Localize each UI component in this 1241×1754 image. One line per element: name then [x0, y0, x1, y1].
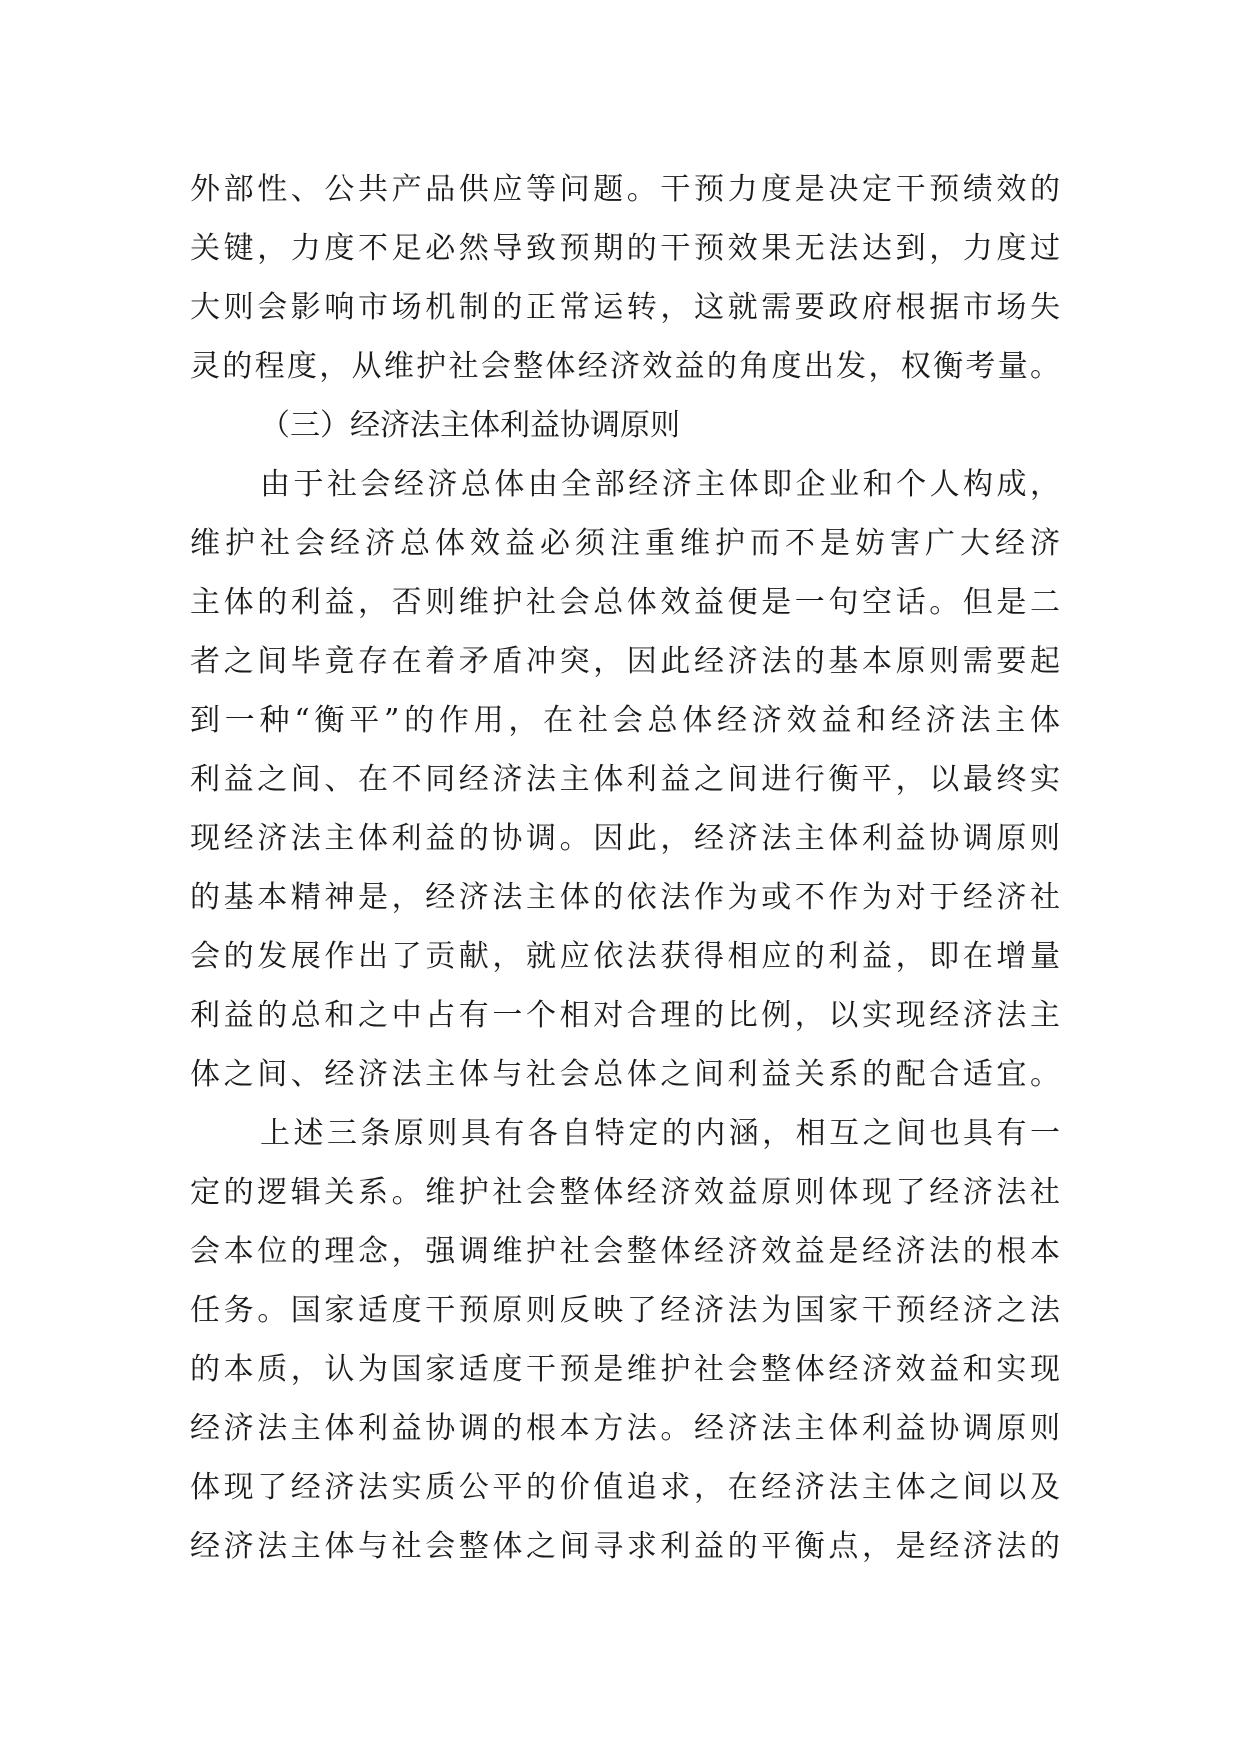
paragraph-first-line: 上述三条原则具有各自特定的内涵，相互之间也具有一 — [260, 1116, 1060, 1151]
text-line: 体现了经济法实质公平的价值追求，在经济法主体之间以及 — [190, 1470, 1060, 1505]
body-text — [190, 160, 1060, 1576]
text-line: 者之间毕竟存在着矛盾冲突，因此经济法的基本原则需要起 — [190, 644, 1060, 679]
text-line: 外部性、公共产品供应等问题。干预力度是决定干预绩效的 — [190, 172, 1060, 207]
text-line: 经济法主体与社会整体之间寻求利益的平衡点，是经济法的 — [190, 1529, 1060, 1564]
text-line: 维护社会经济总体效益必须注重维护而不是妨害广大经济 — [190, 526, 1060, 561]
text-line: 会的发展作出了贡献，就应依法获得相应的利益，即在增量 — [190, 939, 1060, 974]
text-line: 利益的总和之中占有一个相对合理的比例，以实现经济法主 — [190, 998, 1060, 1033]
text-line: 主体的利益，否则维护社会总体效益便是一句空话。但是二 — [190, 585, 1060, 620]
text-line: 现经济法主体利益的协调。因此，经济法主体利益协调原则 — [190, 821, 1060, 856]
text-line: 任务。国家适度干预原则反映了经济法为国家干预经济之法 — [190, 1293, 1060, 1328]
text-line: 的基本精神是，经济法主体的依法作为或不作为对于经济社 — [190, 880, 1060, 915]
text-line: 利益之间、在不同经济法主体利益之间进行衡平，以最终实 — [190, 762, 1060, 797]
text-line: 经济法主体利益协调的根本方法。经济法主体利益协调原则 — [190, 1411, 1060, 1446]
text-line: 体之间、经济法主体与社会总体之间利益关系的配合适宜。 — [190, 1057, 1060, 1092]
text-line: 灵的程度，从维护社会整体经济效益的角度出发，权衡考量。 — [190, 349, 1060, 384]
text-line: 会本位的理念，强调维护社会整体经济效益是经济法的根本 — [190, 1234, 1060, 1269]
text-line: 定的逻辑关系。维护社会整体经济效益原则体现了经济法社 — [190, 1175, 1060, 1210]
text-line: 关键，力度不足必然导致预期的干预效果无法达到，力度过 — [190, 231, 1060, 266]
text-line: 到一种“衡平”的作用，在社会总体经济效益和经济法主体 — [190, 703, 1060, 738]
text-line: 的本质，认为国家适度干预是维护社会整体经济效益和实现 — [190, 1352, 1060, 1387]
paragraph-first-line: 由于社会经济总体由全部经济主体即企业和个人构成， — [260, 467, 1060, 502]
section-heading: （三）经济法主体利益协调原则 — [260, 408, 680, 443]
text-line: 大则会影响市场机制的正常运转，这就需要政府根据市场失 — [190, 290, 1060, 325]
